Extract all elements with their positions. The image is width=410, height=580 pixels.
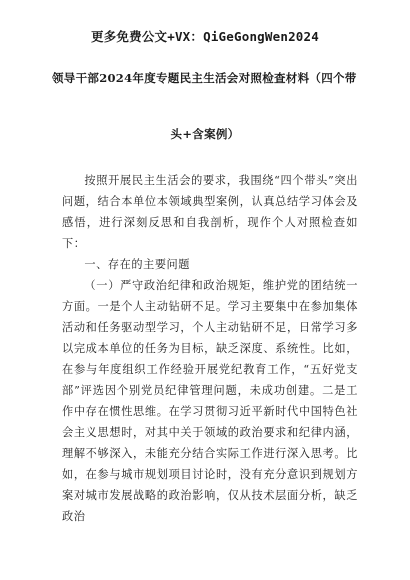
intro-paragraph: 按照开展民主生活会的要求，我围绕“四个带头”突出问题，结合本单位本领域典型案例，认真总结学习体会及感悟，进行深刻反思和自我剖析，现作个人对照检查如下： [62,174,358,250]
document-title-line1: 领导干部2024年度专题民主生活会对照检查材料（四个带 [52,71,357,85]
document-body [62,170,358,527]
document-title-line2: 头+含案例） [170,127,240,141]
section-paragraph: （一）严守政治纪律和政治规矩，维护党的团结统一方面。一是个人主动钻研不足。学习主要集中在参加集体活动和任务驱动型学习，个人主动钻研不足，日常学习多以完成本单位的任务为目标，缺乏深度、系统性。比如，在参与年度组织工作经验开展党纪教育工作，“五好党支部”评选因个别党员纪律管理问题，未成功创建。二是工作中存在惯性思维。在学习贯彻习近平新时代中国特色社会主义思想时，对其中关于领域的政治要求和纪律内涵，理解不够深入，未能充分结合实际工作进行深入思考。比如，在参与城市规划项目讨论时，没有充分意识到规划方案对城市发展战略的政治影响，仅从技术层面分析，缺乏政治 [62,279,358,523]
promo-header: 更多免费公文+VX：QiGeGongWen2024 [91,29,319,44]
section-heading: 一、存在的主要问题 [84,258,191,271]
